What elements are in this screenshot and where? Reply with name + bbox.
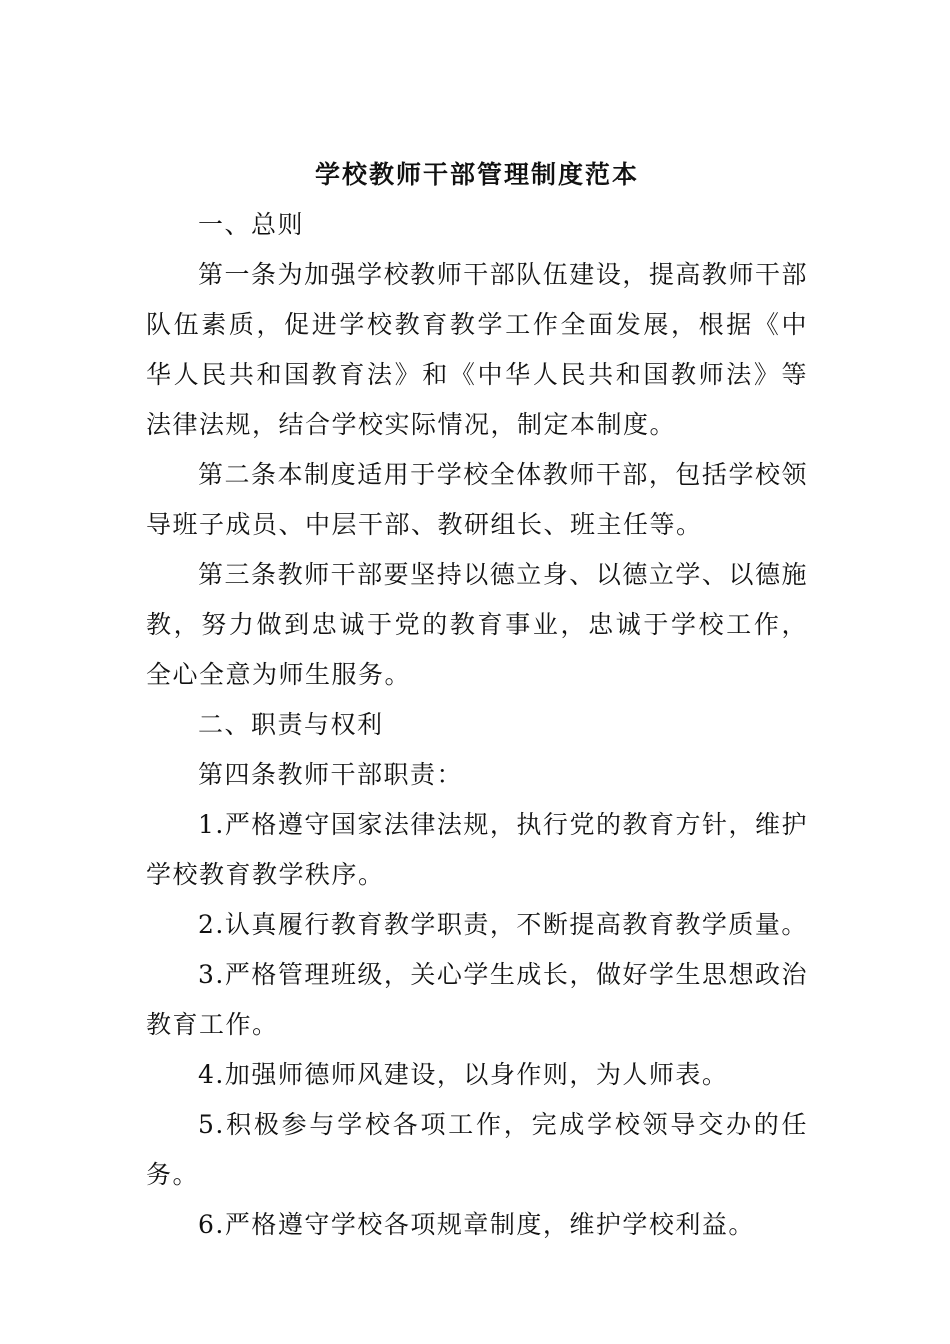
duty-item-1: 1.严格遵守国家法律法规，执行党的教育方针，维护学校教育教学秩序。: [146, 810, 808, 889]
duty-item-5: 5.积极参与学校各项工作，完成学校领导交办的任务。: [146, 1110, 808, 1189]
document-title: 学校教师干部管理制度范本: [314, 160, 639, 189]
duty-item-3: 3.严格管理班级，关心学生成长，做好学生思想政治教育工作。: [146, 960, 808, 1039]
duty-item-6: 6.严格遵守学校各项规章制度，维护学校利益。: [198, 1210, 755, 1239]
article-4: 第四条教师干部职责：: [198, 760, 464, 789]
article-3: 第三条教师干部要坚持以德立身、以德立学、以德施教，努力做到忠诚于党的教育事业，忠诚于学校工作，全心全意为师生服务。: [146, 560, 808, 689]
duty-item-4: 4.加强师德师风建设，以身作则，为人师表。: [198, 1060, 729, 1089]
section-heading-general: 一、总则: [198, 210, 305, 239]
section-heading-duties: 二、职责与权利: [198, 710, 384, 739]
article-2: 第二条本制度适用于学校全体教师干部，包括学校领导班子成员、中层干部、教研组长、班主任等。: [146, 460, 808, 539]
article-1: 第一条为加强学校教师干部队伍建设，提高教师干部队伍素质，促进学校教育教学工作全面发展，根据《中华人民共和国教育法》和《中华人民共和国教师法》等法律法规，结合学校实际情况，制定本制度。: [146, 260, 808, 439]
document-page: [146, 150, 808, 1250]
duty-item-2: 2.认真履行教育教学职责，不断提高教育教学质量。: [198, 910, 808, 939]
